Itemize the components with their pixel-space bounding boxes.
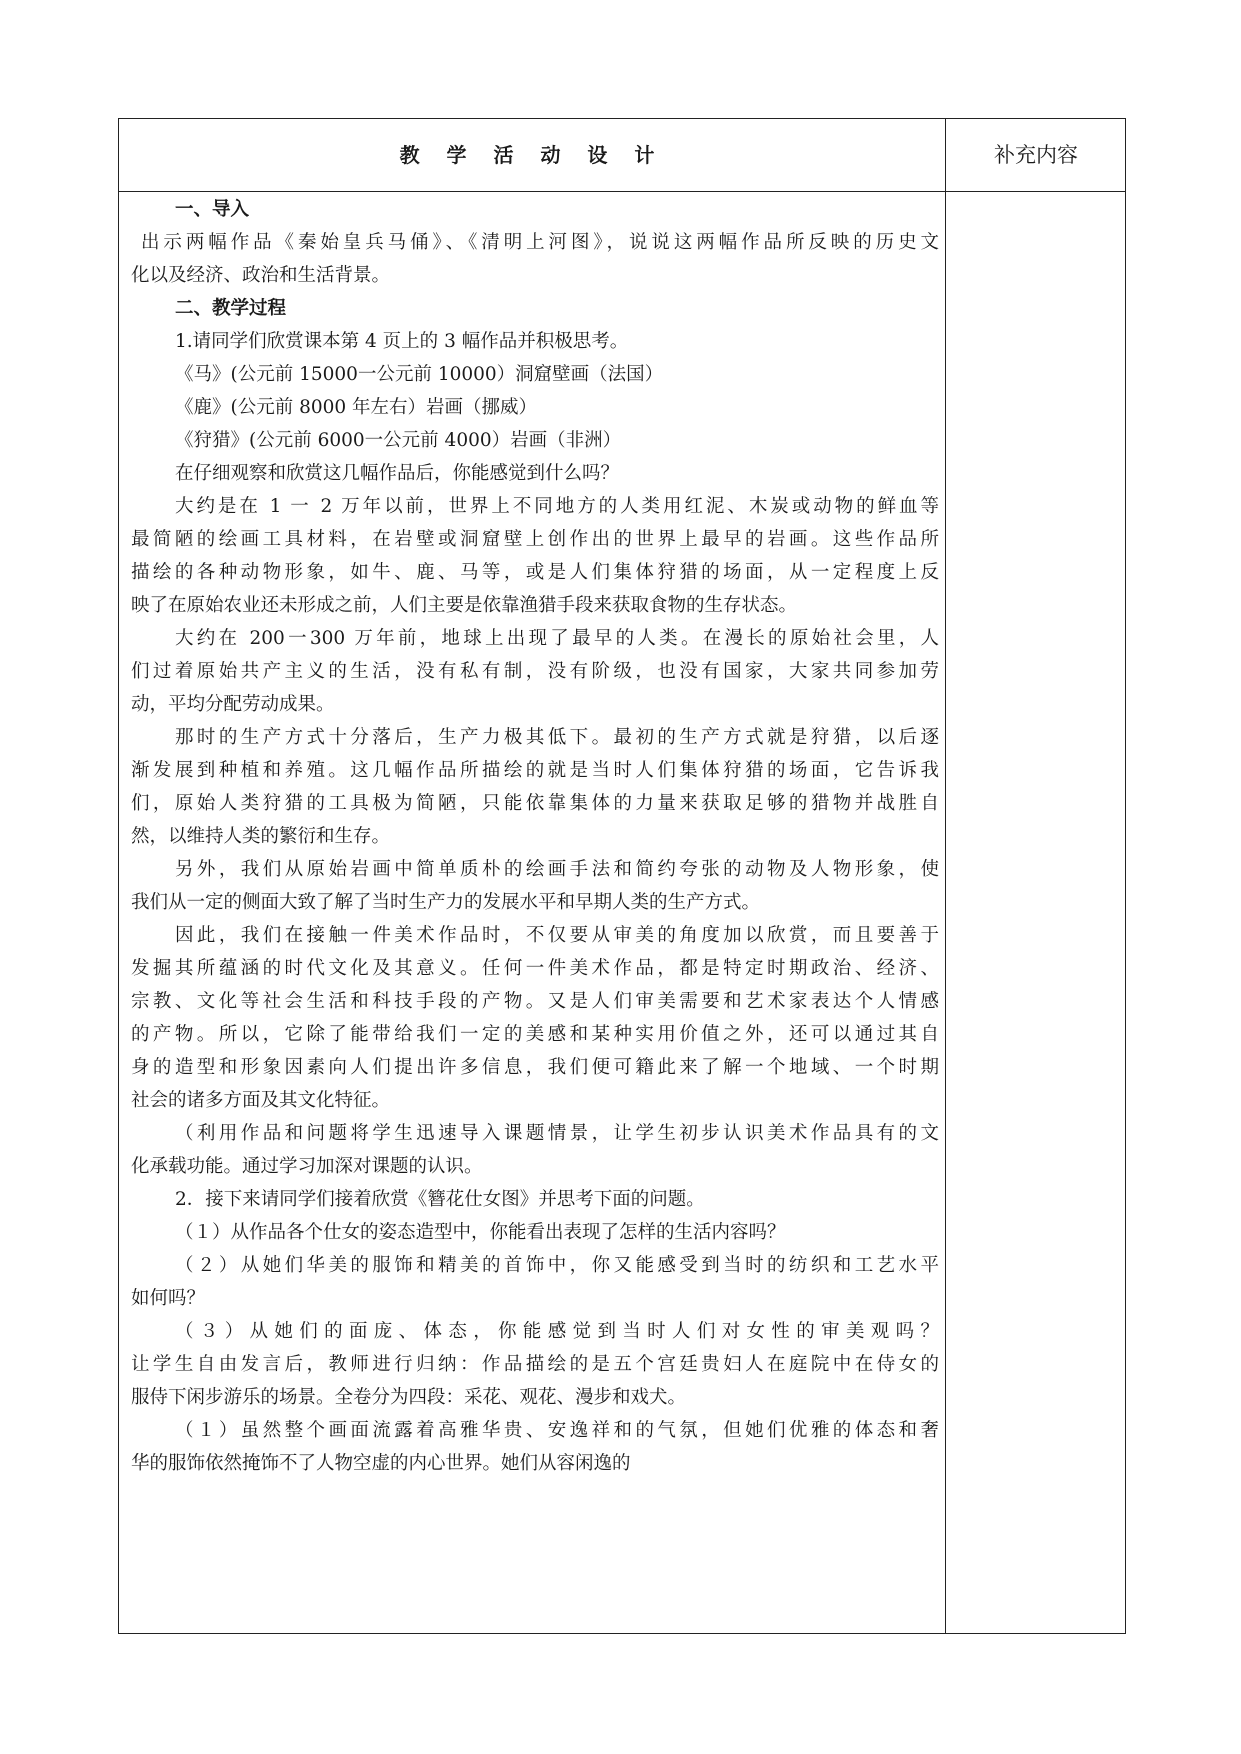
paragraph-line: 1.请同学们欣赏课本第 4 页上的 3 幅作品并积极思考。	[175, 331, 629, 352]
section-heading-process: 二、教学过程	[175, 298, 287, 319]
paragraph-line: 出示两幅作品《秦始皇兵马俑》、《清明上河图》，说说这两幅作品所反映的历史文	[141, 232, 939, 253]
supplementary-content-heading: 补充内容	[994, 143, 1078, 167]
paragraph-line: 另外，我们从原始岩画中简单质朴的绘画手法和简约夸张的动物及人物形象，使	[175, 859, 939, 880]
paragraph-line: 社会的诸多方面及其文化特征。	[131, 1090, 391, 1111]
paragraph-line: 化承载功能。通过学习加深对课题的认识。	[131, 1156, 483, 1177]
column-divider	[945, 119, 946, 1633]
paragraph-line: 我们从一定的侧面大致了解了当时生产力的发展水平和早期人类的生产方式。	[131, 892, 761, 913]
paragraph-line: 宗教、文化等社会生活和科技手段的产物。又是人们审美需要和艺术家表达个人情感	[131, 991, 939, 1012]
paragraph-line: 大约是在 1 一 2 万年以前，世界上不同地方的人类用红泥、木炭或动物的鲜血等	[175, 496, 939, 517]
paragraph-line: 们，原始人类狩猎的工具极为简陋，只能依靠集体的力量来获取足够的猎物并战胜自	[131, 793, 939, 814]
activity-design-cell	[131, 193, 939, 1480]
question-line: （１）从作品各个仕女的姿态造型中，你能看出表现了怎样的生活内容吗？	[175, 1222, 786, 1243]
paragraph-line: 在仔细观察和欣赏这几幅作品后，你能感觉到什么吗？	[175, 463, 620, 484]
paragraph-line: 大约在 200一300 万年前，地球上出现了最早的人类。在漫长的原始社会里，人	[175, 628, 939, 649]
artwork-line: 《鹿》(公元前 8000 年左右）岩画（挪威）	[175, 397, 538, 418]
paragraph-line: 最简陋的绘画工具材料，在岩壁或洞窟壁上创作出的世界上最早的岩画。这些作品所	[131, 529, 939, 550]
paragraph-line: 化以及经济、政治和生活背景。	[131, 265, 391, 286]
paragraph-line: 发掘其所蕴涵的时代文化及其意义。任何一件美术作品，都是特定时期政治、经济、	[131, 958, 939, 979]
paragraph-line: 然，以维持人类的繁衍和生存。	[131, 826, 391, 847]
lesson-table	[118, 118, 1126, 1634]
paragraph-line: 因此，我们在接触一件美术作品时，不仅要从审美的角度加以欣赏，而且要善于	[175, 925, 939, 946]
question-intro-line: 2．接下来请同学们接着欣赏《簪花仕女图》并思考下面的问题。	[175, 1189, 705, 1210]
section-heading-intro: 一、导入	[175, 199, 250, 220]
artwork-line: 《狩猎》(公元前 6000一公元前 4000）岩画（非洲）	[175, 430, 622, 451]
paragraph-line: 的产物。所以，它除了能带给我们一定的美感和某种实用价值之外，还可以通过其自	[131, 1024, 939, 1045]
question-line: （３）从她们的面庞、体态，你能感觉到当时人们对女性的审美观吗？	[175, 1321, 939, 1342]
paragraph-line: （１）虽然整个画面流露着高雅华贵、安逸祥和的气氛，但她们优雅的体态和奢	[175, 1420, 939, 1441]
paragraph-line: 那时的生产方式十分落后，生产力极其低下。最初的生产方式就是狩猎，以后逐	[175, 727, 939, 748]
paragraph-line: （利用作品和问题将学生迅速导入课题情景，让学生初步认识美术作品具有的文	[175, 1123, 939, 1144]
artwork-line: 《马》(公元前 15000一公元前 10000）洞窟壁画（法国）	[175, 364, 664, 385]
paragraph-line: 让学生自由发言后，教师进行归纳：作品描绘的是五个宫廷贵妇人在庭院中在侍女的	[131, 1354, 939, 1375]
paragraph-line: 华的服饰依然掩饰不了人物空虚的内心世界。她们从容闲逸的	[131, 1453, 631, 1474]
paragraph-line: 映了在原始农业还未形成之前，人们主要是依靠渔猎手段来获取食物的生存状态。	[131, 595, 798, 616]
table-header-row	[119, 119, 1125, 192]
paragraph-line: 描绘的各种动物形象，如牛、鹿、马等，或是人们集体狩猎的场面，从一定程度上反	[131, 562, 939, 583]
teaching-activity-design-heading: 教 学 活 动 设 计	[399, 143, 665, 167]
paragraph-line: 身的造型和形象因素向人们提出许多信息，我们便可籍此来了解一个地域、一个时期	[131, 1057, 939, 1078]
paragraph-line: 们过着原始共产主义的生活，没有私有制，没有阶级，也没有国家，大家共同参加劳	[131, 661, 939, 682]
paragraph-line: 渐发展到种植和养殖。这几幅作品所描绘的就是当时人们集体狩猎的场面，它告诉我	[131, 760, 939, 781]
paragraph-line: 服侍下闲步游乐的场景。全卷分为四段：采花、观花、漫步和戏犬。	[131, 1387, 687, 1408]
question-line: 如何吗？	[131, 1288, 206, 1309]
question-line: （２）从她们华美的服饰和精美的首饰中，你又能感受到当时的纺织和工艺水平	[175, 1255, 939, 1276]
supplementary-content-cell	[947, 193, 1125, 1633]
paragraph-line: 动，平均分配劳动成果。	[131, 694, 335, 715]
